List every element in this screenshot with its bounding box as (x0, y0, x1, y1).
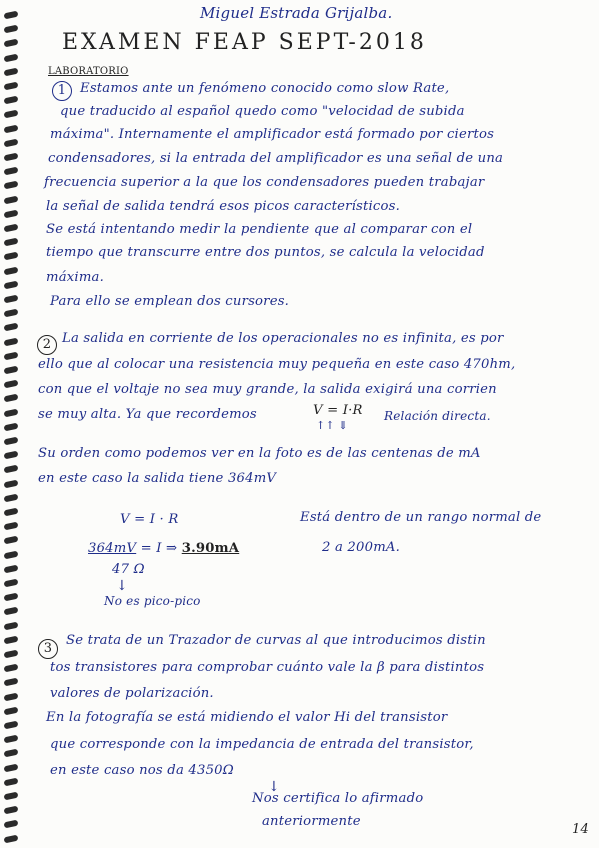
binding-hole (4, 777, 19, 786)
binding-hole (4, 706, 19, 715)
section-subtitle: LABORATORIO (48, 66, 129, 77)
binding-hole (4, 380, 19, 389)
calc-arrow: ↓ (116, 578, 128, 594)
binding-hole (4, 550, 19, 559)
binding-hole (4, 479, 19, 488)
q1-line: máxima. (46, 270, 104, 285)
binding-hole (4, 820, 19, 829)
calc-formula: V = I · R (120, 512, 179, 527)
q2-line: con que el voltaje no sea muy grande, la salida exigirá una corrien (38, 382, 497, 397)
binding-hole (4, 53, 19, 62)
binding-hole (4, 337, 19, 346)
binding-hole (4, 280, 19, 289)
binding-hole (4, 508, 19, 517)
binding-hole (4, 138, 19, 147)
binding-hole (4, 650, 19, 659)
binding-hole (4, 806, 19, 815)
binding-hole (4, 493, 19, 502)
binding-hole (4, 25, 19, 34)
binding-hole (4, 451, 19, 460)
binding-hole (4, 39, 19, 48)
binding-hole (4, 181, 19, 190)
binding-hole (4, 834, 19, 843)
calc-note: No es pico-pico (104, 594, 201, 608)
q1-line: máxima". Internamente el amplificador está formado por ciertos (50, 127, 495, 142)
binding-hole (4, 394, 19, 403)
binding-hole (4, 635, 19, 644)
q1-line: Estamos ante un fenómeno conocido como slow Rate, (80, 81, 450, 96)
binding-hole (4, 564, 19, 573)
page-number: 14 (572, 822, 589, 837)
binding-hole (4, 238, 19, 247)
binding-hole (4, 209, 19, 218)
binding-hole (4, 678, 19, 687)
q1-number: 1 (52, 81, 72, 101)
binding-hole (4, 465, 19, 474)
calc-numerator-value: 364mV (88, 541, 137, 556)
q3-line: valores de polarización. (50, 686, 214, 701)
binding-hole (4, 195, 19, 204)
binding-hole (4, 735, 19, 744)
page-title: EXAMEN FEAP SEPT-2018 (62, 30, 427, 55)
q3-number: 3 (38, 639, 58, 659)
binding-hole (4, 593, 19, 602)
q2-line: ello que al colocar una resistencia muy pequeña en este caso 470hm, (38, 357, 516, 372)
q3-arrow: ↓ (268, 779, 280, 795)
binding-hole (4, 437, 19, 446)
closing-note: anteriormente (262, 814, 361, 829)
binding-hole (4, 536, 19, 545)
relation-note: Relación directa. (384, 409, 491, 423)
calc-numerator (88, 541, 239, 556)
binding-hole (4, 607, 19, 616)
q3-line: en este caso nos da 4350Ω (50, 763, 234, 778)
range-note: Está dentro de un rango normal de (300, 510, 542, 525)
q1-line: que traducido al español quedo como "velocidad de subida (60, 104, 465, 119)
calc-denominator: 47 Ω (112, 562, 145, 577)
binding-hole (4, 67, 19, 76)
binding-hole (4, 763, 19, 772)
ohm-law-arrows: ↑↑ ⇓ (316, 419, 348, 432)
binding-hole (4, 692, 19, 701)
calc-result: 3.90mA (181, 541, 240, 556)
binding-hole (4, 323, 19, 332)
calc-equals: = I ⇒ (140, 541, 178, 556)
q1-line: Para ello se emplean dos cursores. (50, 294, 290, 309)
q1-line: la señal de salida tendrá esos picos característicos. (46, 199, 401, 214)
binding-hole (4, 153, 19, 162)
q1-line: tiempo que transcurre entre dos puntos, se calcula la velocidad (46, 245, 485, 260)
q2-line: Su orden como podemos ver en la foto es de las centenas de mA (38, 446, 481, 461)
closing-note: Nos certifica lo afirmado (252, 791, 424, 806)
q1-line: Se está intentando medir la pendiente que al comparar con el (46, 222, 473, 237)
binding-hole (4, 96, 19, 105)
binding-hole (4, 124, 19, 133)
q3-marker (38, 637, 61, 659)
q2-line: en este caso la salida tiene 364mV (38, 471, 277, 486)
binding-hole (4, 721, 19, 730)
range-note: 2 a 200mA. (322, 540, 401, 555)
binding-hole (4, 579, 19, 588)
q3-line: En la fotografía se está midiendo el valor Hi del transistor (46, 710, 448, 725)
q3-line: que corresponde con la impedancia de entrada del transistor, (50, 737, 474, 752)
binding-hole (4, 621, 19, 630)
binding-hole (4, 792, 19, 801)
binding-hole (4, 110, 19, 119)
binding-hole (4, 266, 19, 275)
binding-hole (4, 167, 19, 176)
ohm-law-inline: V = I·R (313, 403, 363, 418)
q2-marker (37, 333, 60, 355)
binding-hole (4, 664, 19, 673)
q3-line: tos transistores para comprobar cuánto vale la β para distintos (50, 660, 485, 675)
q2-line: La salida en corriente de los operacionales no es infinita, es por (62, 331, 504, 346)
binding-hole (4, 252, 19, 261)
q1-line: condensadores, si la entrada del amplificador es una señal de una (48, 151, 504, 166)
binding-hole (4, 295, 19, 304)
q1-line: frecuencia superior a la que los condensadores pueden trabajar (44, 175, 485, 190)
binding-hole (4, 749, 19, 758)
q2-number: 2 (37, 335, 57, 355)
binding-hole (4, 82, 19, 91)
binding-hole (4, 351, 19, 360)
q1-marker (52, 79, 75, 101)
binding-hole (4, 11, 19, 20)
binding-hole (4, 309, 19, 318)
q3-line: Se trata de un Trazador de curvas al que introducimos distin (66, 633, 486, 648)
q2-line: se muy alta. Ya que recordemos (38, 407, 257, 422)
binding-hole (4, 422, 19, 431)
binding-hole (4, 522, 19, 531)
binding-hole (4, 366, 19, 375)
author-name: Miguel Estrada Grijalba. (200, 4, 393, 22)
spiral-binding (0, 0, 30, 848)
binding-hole (4, 408, 19, 417)
binding-hole (4, 224, 19, 233)
